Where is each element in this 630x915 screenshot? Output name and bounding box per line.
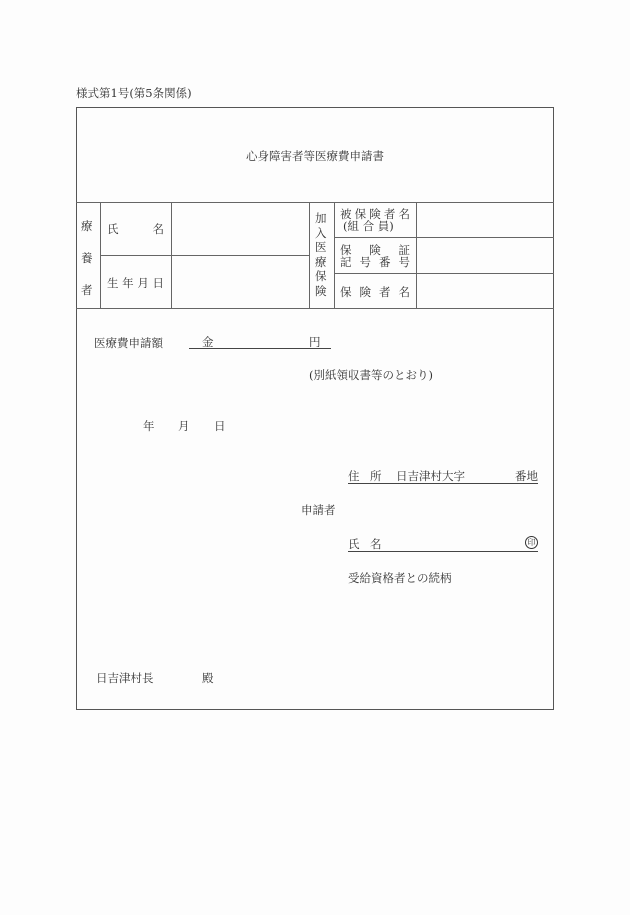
address-prefix: 日吉津村大字 bbox=[396, 469, 465, 483]
cert-number-field[interactable] bbox=[419, 239, 552, 272]
cert-label-line1: 保 険 証 bbox=[340, 243, 410, 257]
insured-name-label: 被 保 険 者 名 bbox=[340, 207, 410, 221]
insurance-label: 加 入 医 療 保 険 bbox=[315, 211, 327, 298]
insured-union-label: (組 合 員) bbox=[343, 219, 394, 233]
birthdate-label: 生 年 月 日 bbox=[107, 276, 164, 290]
date-day[interactable]: 日 bbox=[214, 419, 226, 433]
form-title: 心身障害者等医療費申請書 bbox=[246, 149, 384, 163]
relation-label[interactable]: 受給資格者との続柄 bbox=[348, 571, 452, 585]
insured-name-field[interactable] bbox=[419, 204, 552, 236]
addressee-name: 日吉津村長 bbox=[96, 671, 154, 685]
applicant-name-field[interactable]: 氏 名 印 bbox=[348, 536, 538, 552]
patient-label: 療 養 者 bbox=[81, 219, 93, 297]
name-field[interactable] bbox=[174, 204, 306, 254]
seal-icon: 印 bbox=[525, 536, 538, 549]
applicant-label: 申請者 bbox=[301, 503, 336, 517]
amount-suffix: 円 bbox=[309, 335, 321, 349]
applicant-address-field[interactable]: 住 所 日吉津村大字 番地 bbox=[348, 469, 538, 483]
name-label: 氏 名 bbox=[107, 222, 164, 236]
patient-insurance-table bbox=[76, 202, 554, 309]
insurer-field[interactable] bbox=[419, 275, 552, 307]
amount-note: (別紙領収書等のとおり) bbox=[309, 368, 433, 382]
application-form bbox=[76, 107, 554, 710]
form-reference: 様式第1号(第5条関係) bbox=[76, 86, 192, 100]
date-year[interactable]: 年 bbox=[143, 419, 155, 433]
addressee-honorific: 殿 bbox=[202, 671, 214, 685]
address-suffix: 番地 bbox=[515, 469, 538, 483]
amount-prefix: 金 bbox=[202, 335, 214, 349]
cert-label-line2: 記 号 番 号 bbox=[340, 255, 410, 269]
amount-field[interactable] bbox=[189, 333, 331, 349]
birthdate-field[interactable] bbox=[174, 258, 306, 306]
amount-label: 医療費申請額 bbox=[94, 336, 163, 350]
date-month[interactable]: 月 bbox=[178, 419, 190, 433]
insurer-label: 保 険 者 名 bbox=[340, 285, 410, 299]
